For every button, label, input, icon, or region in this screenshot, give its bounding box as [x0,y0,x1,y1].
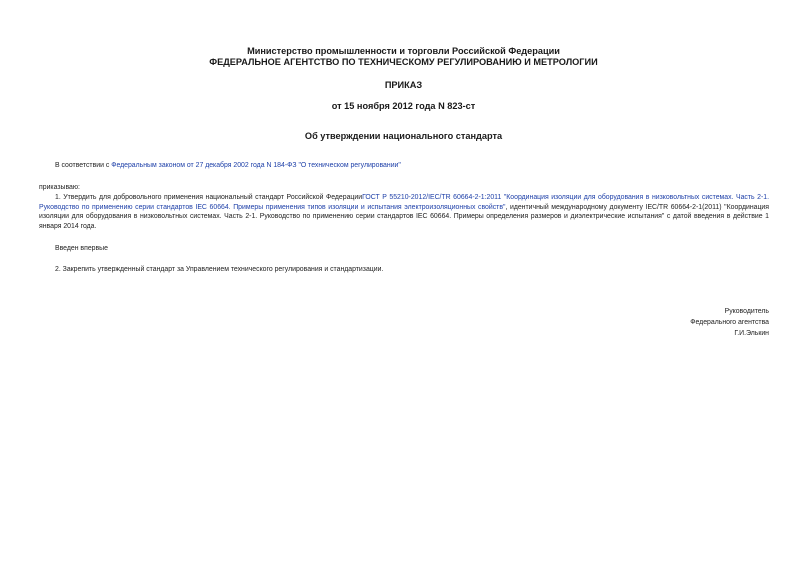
intro-paragraph [55,161,775,171]
signature-position: Руководитель [724,308,769,315]
intro-prefix: В соответствии с [55,162,112,169]
date-number-heading: от 15 ноября 2012 года N 823-ст [331,101,476,111]
gost-standard-link[interactable]: ГОСТ Р 55210-2012/IEC/TR 60664-2-1:2011 "Координация изоляции для оборудования в низковольтных системах. Часть 2-1. Руководство по применению серии стандартов IEC 60664. Примеры применения типов изоляции и испытания электроизоляционных свойств" [39,194,769,211]
document-type-heading: ПРИКАЗ [384,80,423,90]
ministry-heading: Министерство промышленности и торговли Российской Федерации [247,46,560,56]
item-1-prefix: 1. Утвердить для добровольного применения национальный стандарт Российской Федерации [55,194,363,201]
order-word: приказываю: [39,184,80,191]
item-1-suffix: , идентичный международному документу IEC/TR 60664-2-1(2011) "Координация изоляции для оборудования в низковольтных системах. Часть 2-1. Руководство по применению серии стандартов IEC 60664. Примеры определения размеров и диэлектрические испытания" с датой введения в действие 1 января 2014 года. [39,203,769,230]
signature-organization: Федерального агентства [690,319,769,326]
agency-heading: ФЕДЕРАЛЬНОЕ АГЕНТСТВО ПО ТЕХНИЧЕСКОМУ РЕГУЛИРОВАНИЮ И МЕТРОЛОГИИ [209,57,598,67]
item-1-paragraph [39,193,769,231]
subject-heading: Об утверждении национального стандарта [304,131,503,141]
introduced-first-note: Введен впервые [55,245,108,252]
signature-name: Г.И.Элькин [734,330,769,337]
item-2-paragraph: 2. Закрепить утвержденный стандарт за Управлением технического регулирования и стандартизации. [55,266,384,273]
federal-law-link[interactable]: Федеральным законом от 27 декабря 2002 года N 184-ФЗ "О техническом регулировании" [111,162,401,169]
